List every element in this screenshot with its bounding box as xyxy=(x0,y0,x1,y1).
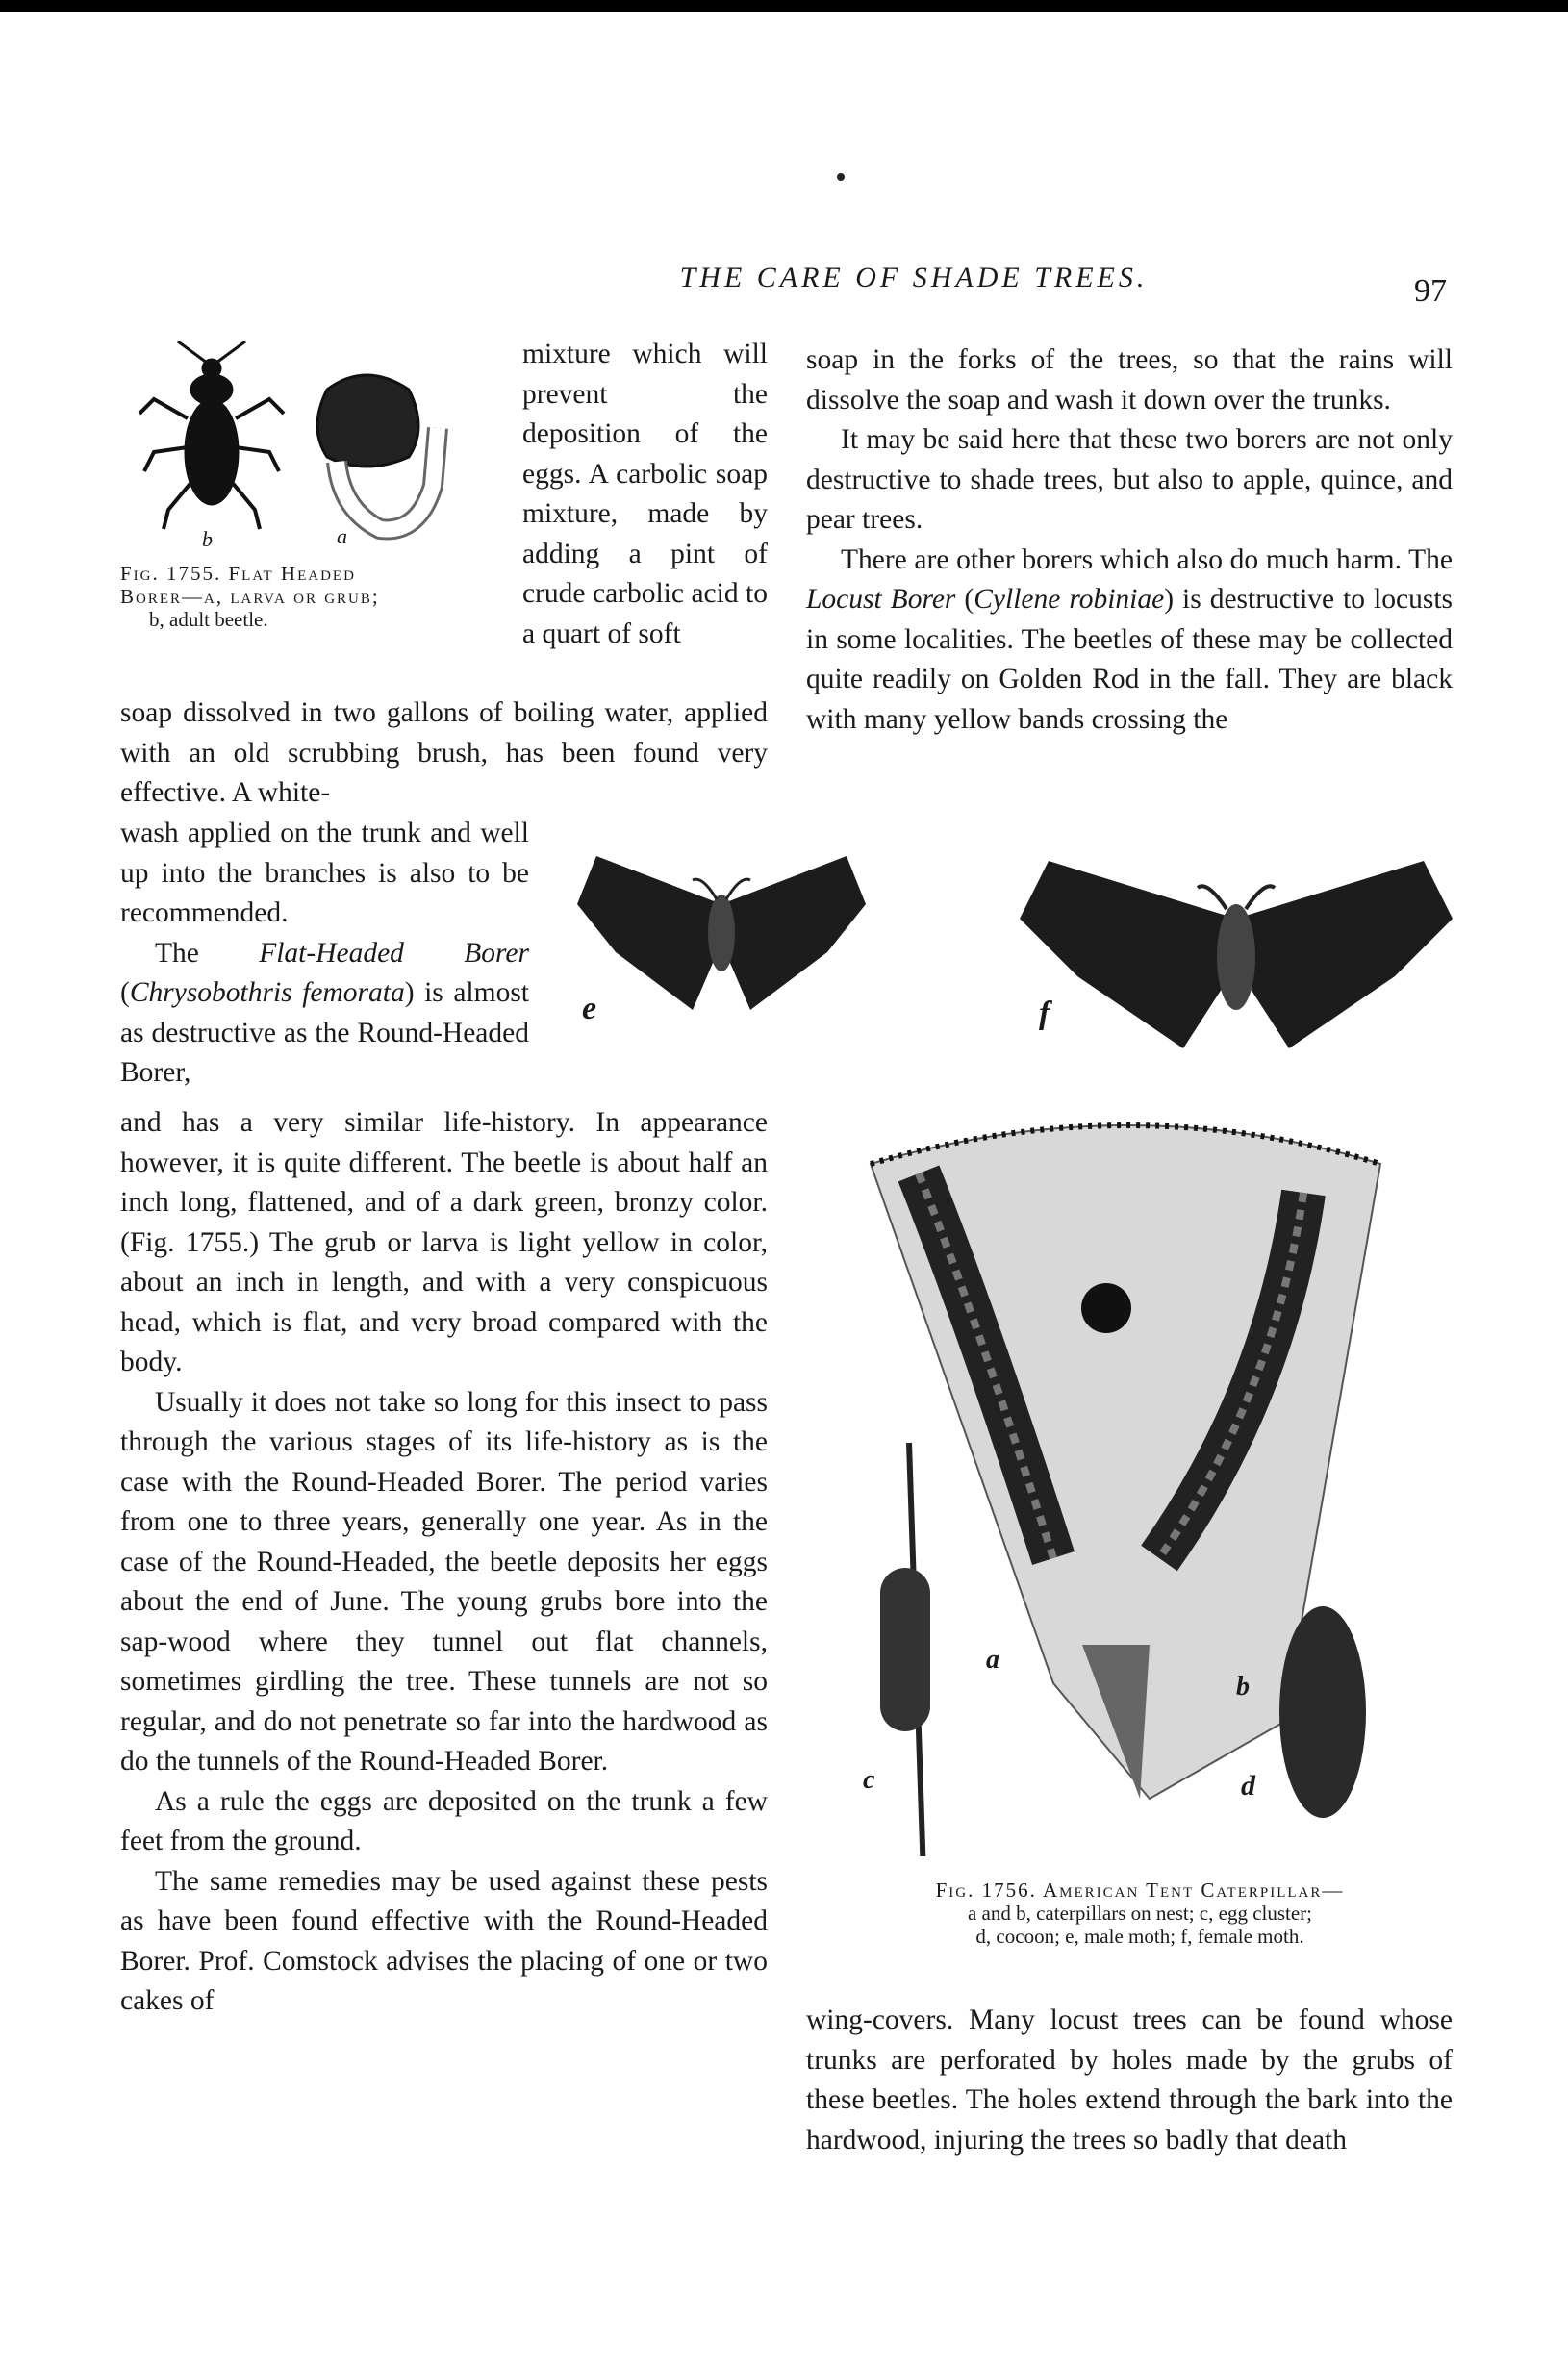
paragraph xyxy=(120,934,529,1094)
larva-illustration xyxy=(317,375,438,529)
col1-full-2 xyxy=(120,1103,768,2022)
caption-line: d, cocoon; e, male moth; f, female moth. xyxy=(975,1925,1304,1948)
paragraph: Usually it does not take so long for this insect to pass through the various stages of its life-history as is the case with the Round-Headed Borer. The period varies from one to three years, generally one year. As in the case of the Round-Headed, the beetle deposits her eggs about the end of June. The young grubs bore into the sap-wood where they tunnel out flat channels, sometimes girdling the tree. These tunnels are not so regular, and do not penetrate so far into the hardwood as do the tunnels of the Round-Headed Borer. xyxy=(120,1386,768,1777)
paragraph: wing-covers. Many locust trees can be found whose trunks are perforated by holes made by the grubs of these beetles. The holes extend through the bark into the hardwood, injuring the trees so badly that death xyxy=(806,2005,1453,2156)
fig1756-label-b: b xyxy=(1236,1672,1250,1702)
caption-line: b, adult beetle. xyxy=(149,608,268,631)
col1-full-1 xyxy=(120,694,768,814)
paragraph: wash applied on the trunk and well up into the branches is also to be recommended. xyxy=(120,818,529,928)
italic-term: Cyllene robiniae xyxy=(974,584,1165,615)
adult-beetle-illustration xyxy=(139,341,284,529)
running-head: THE CARE OF SHADE TREES. xyxy=(679,262,1149,293)
page-top-edge xyxy=(0,0,1568,12)
fig1756-label-c: c xyxy=(863,1765,875,1795)
paragraph: mixture which will prevent the deposition of the eggs. A carbolic soap mixture, made by adding a pint of crude carbolic acid to a quart of soft xyxy=(522,339,768,649)
paragraph: It may be said here that these two borers are not only destructive to shade trees, but also to apple, quince, and pear trees. xyxy=(806,424,1453,535)
fig1756-label-f: f xyxy=(1039,996,1050,1031)
paragraph: and has a very similar life-history. In appearance however, it is quite different. The beetle is about half an inch long, flattened, and of a dark green, bronzy color. (Fig. 1755.) The grub or larva is light yellow in color, about an inch in length, and with a very conspicuous head, which is flat, and very broad compared with the body. xyxy=(120,1107,768,1377)
tent-caterpillar-nest-illustration xyxy=(861,1106,1400,1856)
text-run: ) is destructive to locusts in some localities. The beetles of these may be collected quite readily on Golden Rod in the fall. They are black with many yellow bands crossing the xyxy=(806,584,1453,735)
italic-term: Locust Borer xyxy=(806,584,956,615)
col2-top xyxy=(806,341,1453,740)
text-run: ( xyxy=(120,977,130,1008)
page-number: 97 xyxy=(1414,273,1447,309)
fig1756-label-a: a xyxy=(986,1645,999,1675)
col2-bottom xyxy=(806,2001,1453,2160)
italic-term: Flat-Headed Borer xyxy=(259,937,529,969)
caption-line: Fig. 1756. American Tent Caterpillar— xyxy=(935,1879,1345,1902)
flat-headed-borer-figure xyxy=(120,341,495,553)
caption-line: Fig. 1755. Flat Headed xyxy=(120,562,356,585)
paragraph: The same remedies may be used against these pests as have been found effective with the Round-Headed Borer. Prof. Comstock advises the placing of one or two cakes of xyxy=(120,1865,768,2016)
ink-dot xyxy=(837,173,845,181)
fig1755-caption xyxy=(120,562,500,631)
fig1755-label-b: b xyxy=(202,527,213,551)
text-run: There are other borers which also do much harm. The xyxy=(841,543,1453,575)
male-moth-illustration xyxy=(577,846,866,1020)
text-run: ( xyxy=(955,584,974,615)
col1-narrow-2 xyxy=(120,814,529,1094)
fig1756-caption xyxy=(837,1879,1443,1948)
col1-top-narrow xyxy=(522,335,768,654)
paragraph: soap dissolved in two gallons of boiling water, applied with an old scrubbing brush, has been found very effective. A white- xyxy=(120,697,768,808)
paragraph: soap in the forks of the trees, so that the rains will dissolve the soap and wash it down over the trunks. xyxy=(806,344,1453,416)
caption-line: a and b, caterpillars on nest; c, egg cluster; xyxy=(967,1902,1313,1925)
fig1756-label-d: d xyxy=(1241,1770,1255,1802)
paragraph: As a rule the eggs are deposited on the trunk a few feet from the ground. xyxy=(120,1785,768,1856)
fig1756-label-e: e xyxy=(582,991,597,1026)
female-moth-illustration xyxy=(1020,851,1453,1053)
text-run: The xyxy=(155,937,260,969)
italic-term: Chrysobothris femorata xyxy=(129,977,405,1008)
text-run: ) is almost as destructive as the Round-Headed Borer, xyxy=(120,977,529,1088)
paragraph xyxy=(806,541,1453,741)
caption-line: Borer—a, larva or grub; xyxy=(120,585,380,608)
fig1755-label-a: a xyxy=(337,524,347,548)
